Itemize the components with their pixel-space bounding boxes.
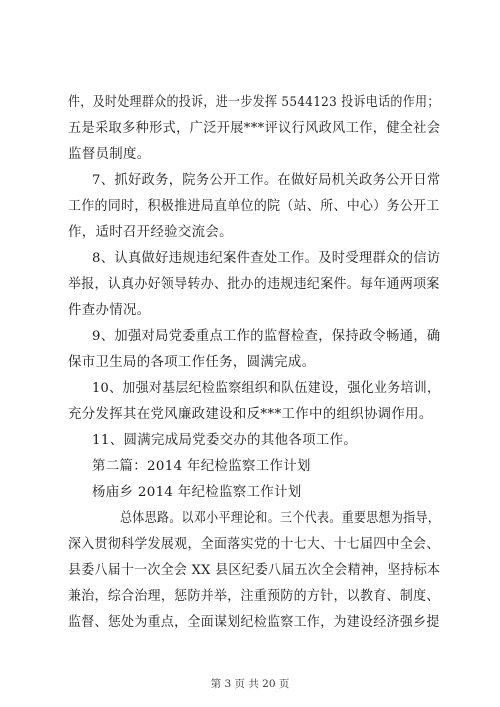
body-line: 监督、惩处为重点，全面谋划纪检监察工作，为建设经济强乡提	[68, 615, 440, 630]
body-line: 深入贯彻科学发展观，全面落实党的十七大、十七届四中全会、	[68, 537, 440, 552]
body-line: 7、抓好政务，院务公开工作。在做好局机关政务公开日常	[92, 173, 441, 188]
body-line: 充分发挥其在党风廉政建设和反***工作中的组织协调作用。	[68, 407, 433, 422]
body-line: 保市卫生局的各项工作任务，圆满完成。	[68, 355, 316, 370]
body-line: 县委八届十一次全会 XX 县区纪委八届五次全会精神，坚持标本	[68, 563, 441, 578]
plan-title: 杨庙乡 2014 年纪检监察工作计划	[92, 485, 302, 500]
body-line: 监督员制度。	[68, 147, 151, 162]
body-line: 举报，认真办好领导转办、批办的违规违纪案件。每年通两项案	[68, 277, 440, 292]
body-line: 兼治，综合治理，惩防并举，注重预防的方针，以教育、制度、	[68, 589, 440, 604]
body-line: 工作的同时，积极推进局直单位的院（站、所、中心）务公开工	[68, 199, 440, 214]
body-line: 五是采取多种形式，广泛开展***评议行风政风工作，健全社会	[68, 121, 441, 136]
body-line: 8、认真做好违规违纪案件查处工作。及时受理群众的信访	[92, 251, 441, 266]
body-line: 总体思路。以邓小平理论和。三个代表。重要思想为指导，	[120, 511, 441, 526]
body-line: 件查办情况。	[68, 303, 151, 318]
body-line: 件，及时处理群众的投诉，进一步发挥 5544123 投诉电话的作用；	[68, 95, 440, 110]
page-footer: 第 3 页 共 20 页	[210, 678, 290, 690]
body-line: 11、圆满完成局党委交办的其他各项工作。	[92, 433, 358, 448]
body-line: 9、加强对局党委重点工作的监督检查，保持政令畅通，确	[92, 329, 441, 344]
body-line: 作，适时召开经验交流会。	[68, 225, 233, 240]
body-line: 10、加强对基层纪检监察组织和队伍建设，强化业务培训，	[92, 381, 441, 396]
section-heading: 第二篇：2014 年纪检监察工作计划	[92, 459, 311, 474]
